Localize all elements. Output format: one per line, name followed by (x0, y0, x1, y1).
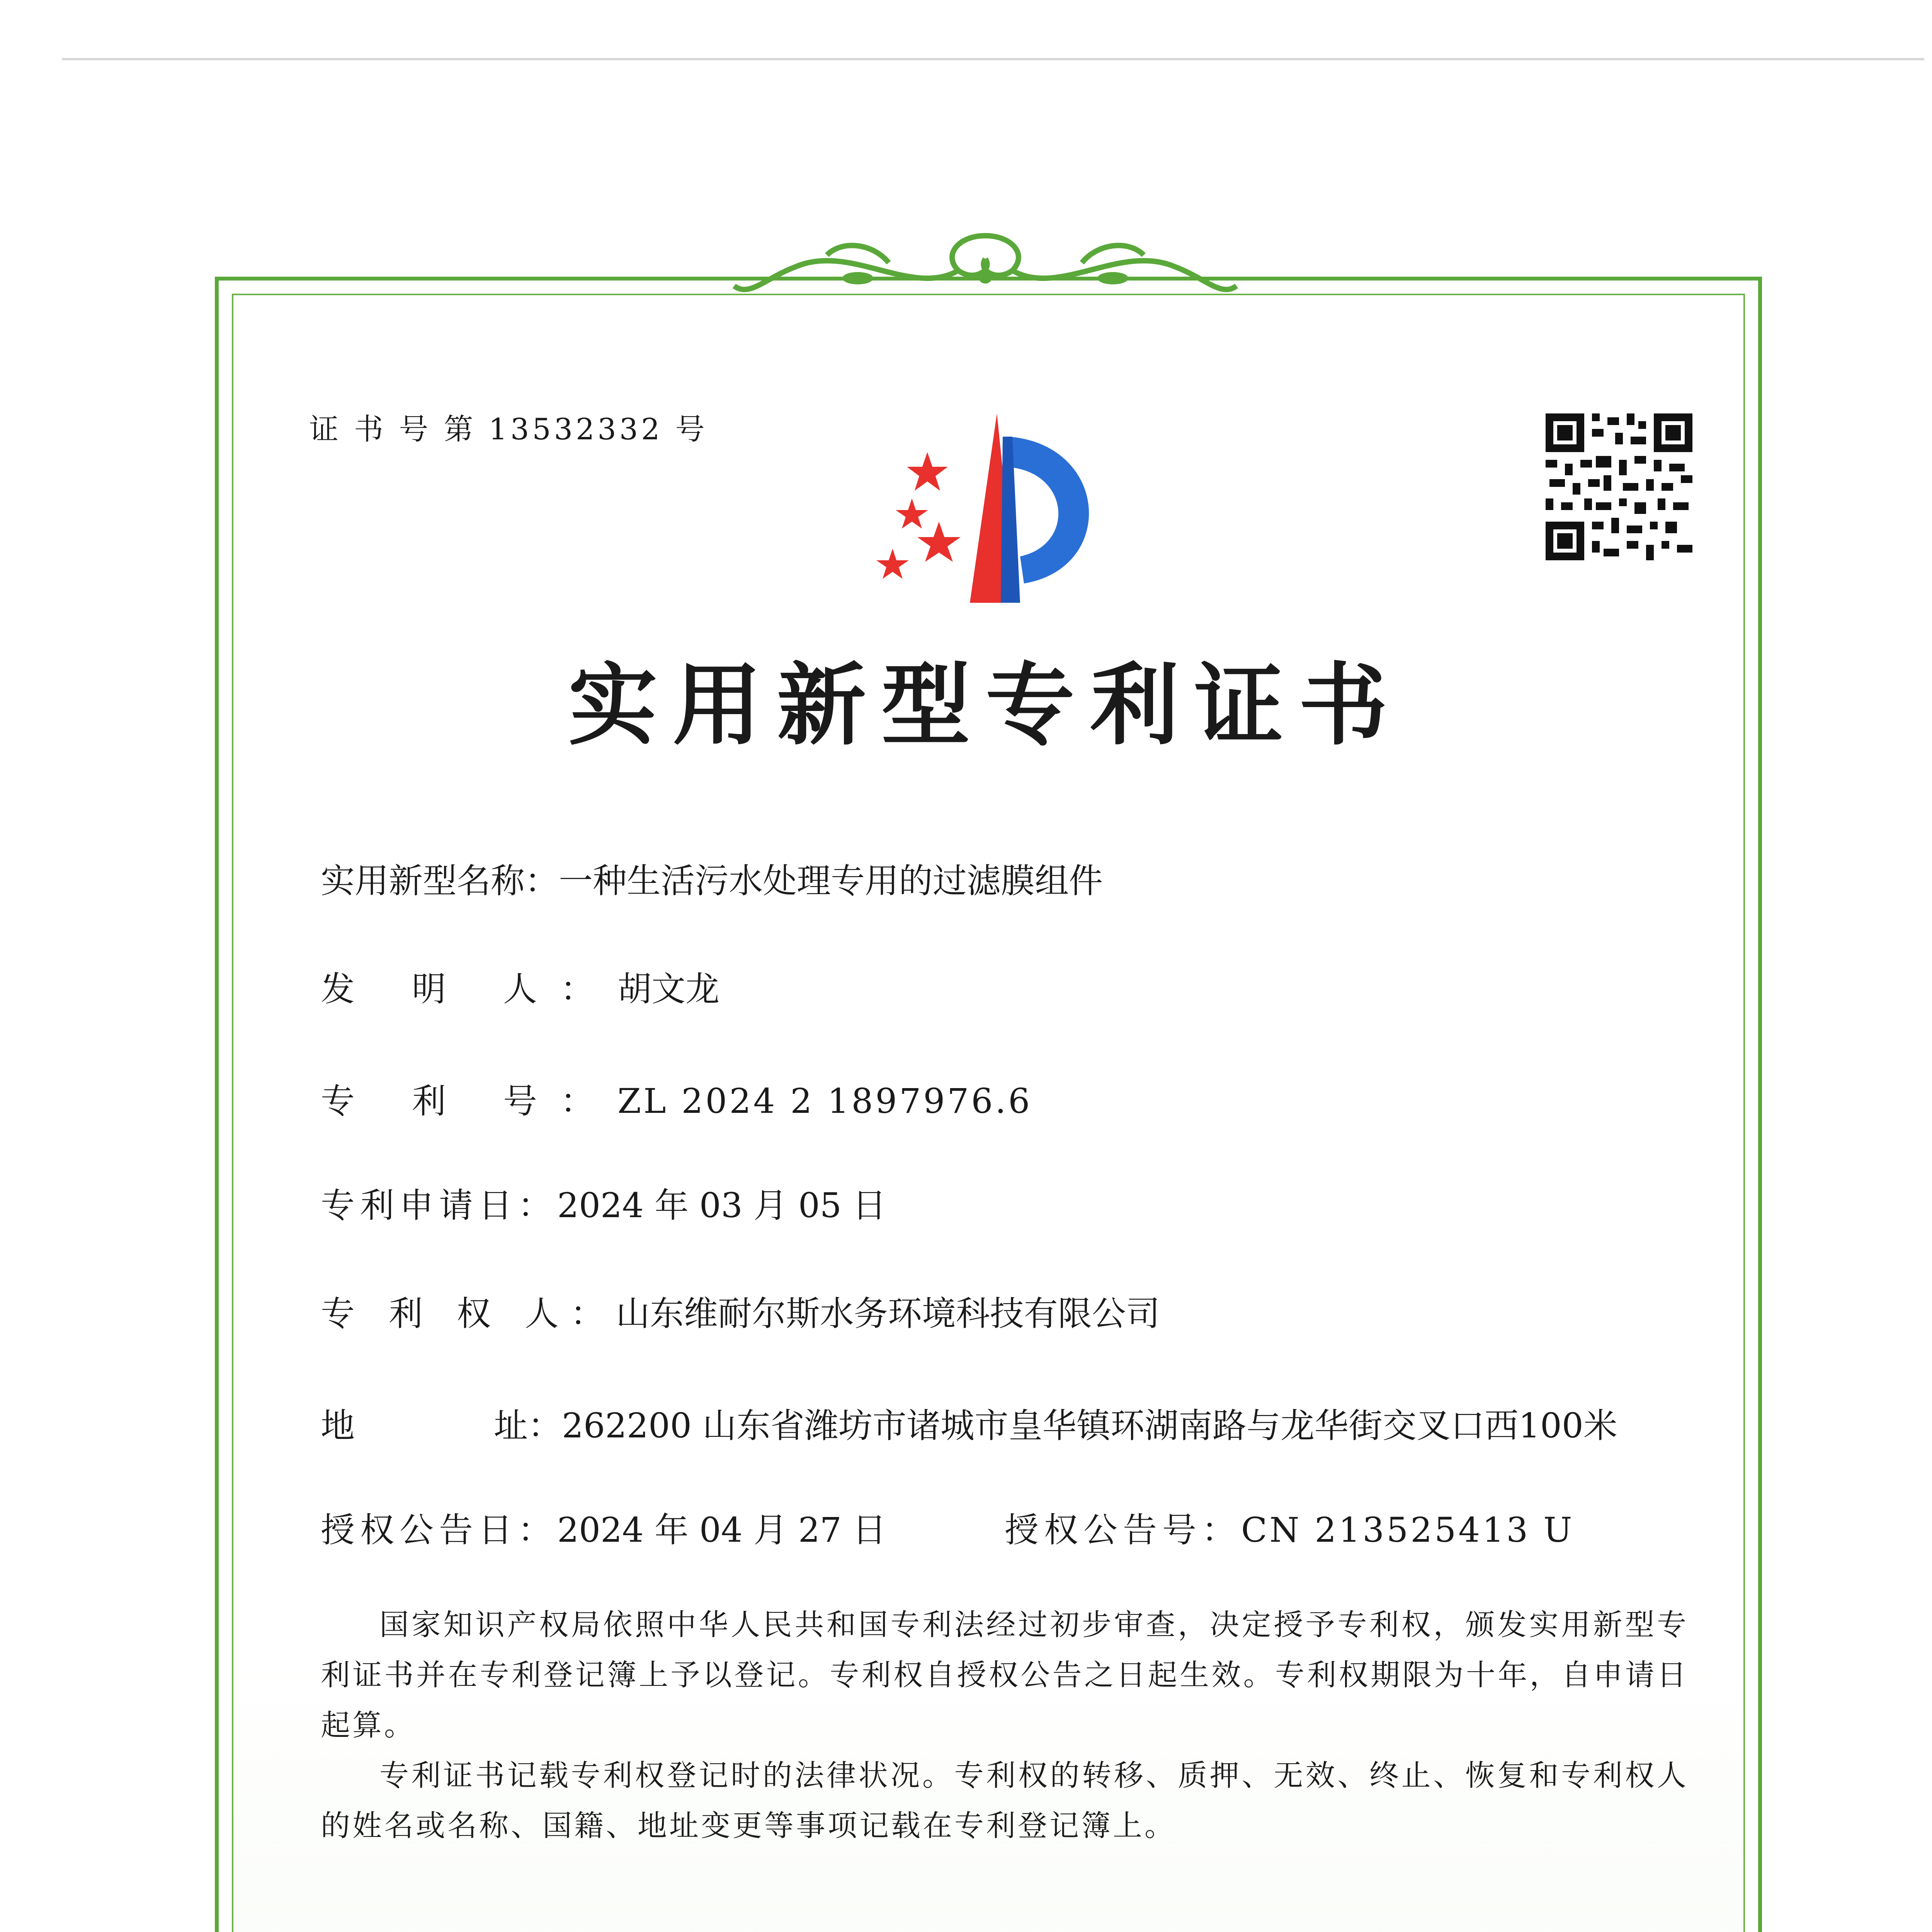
field-label: 地 (321, 1406, 355, 1446)
field-value: 2024 年 03 月 05 日 (557, 1185, 886, 1225)
field-label: 址： (494, 1406, 562, 1446)
field-value: 胡文龙 (617, 969, 719, 1009)
field-value: ZL 2024 2 1897976.6 (617, 1081, 1032, 1121)
certificate-number: 证 书 号 第 13532332 号 (309, 412, 708, 446)
field-label: 专 利 号： (321, 1081, 617, 1121)
field-label: 专 利 权 人： (321, 1294, 616, 1333)
field-value: 262200 山东省潍坊市诸城市皇华镇环湖南路与龙华街交叉口西100米 (562, 1406, 1617, 1446)
field-label: 授权公告日： (321, 1510, 558, 1550)
top-ornament-icon (726, 220, 1244, 321)
utility-model-name (321, 854, 1103, 903)
field-value: 2024 年 04 月 27 日 (557, 1510, 886, 1550)
field-value: 一种生活污水处理专用的过滤膜组件 (559, 861, 1103, 901)
address (321, 1399, 1617, 1447)
field-value: 山东维耐尔斯水务环境科技有限公司 (616, 1294, 1160, 1333)
field-label: 专利申请日： (321, 1185, 558, 1225)
grant-date (321, 1503, 886, 1552)
filing-date (321, 1179, 886, 1227)
patentee (321, 1287, 1160, 1335)
inventor (321, 962, 719, 1011)
page-top-line (62, 58, 1924, 60)
grant-publication-number (1005, 1503, 1574, 1552)
field-label: 授权公告号： (1005, 1510, 1242, 1550)
qr-code-icon (1546, 413, 1692, 560)
certificate-title: 实用新型专利证书 (568, 653, 1403, 757)
patent-number (321, 1074, 1032, 1123)
field-label: 实用新型名称： (321, 861, 559, 901)
field-label: 发 明 人： (321, 969, 617, 1009)
cnipa-logo-icon (854, 402, 1140, 611)
legal-statement (321, 1600, 1689, 1851)
field-value: CN 213525413 U (1241, 1510, 1575, 1550)
statement-paragraph: 专利证书记载专利权登记时的法律状况。专利权的转移、质押、无效、终止、恢复和专利权人的姓名或名称、国籍、地址变更等事项记载在专利登记簿上。 (321, 1758, 1689, 1843)
statement-paragraph: 国家知识产权局依照中华人民共和国专利法经过初步审查，决定授予专利权，颁发实用新型专利证书并在专利登记簿上予以登记。专利权自授权公告之日起生效。专利权期限为十年，自申请日起算。 (321, 1607, 1689, 1742)
